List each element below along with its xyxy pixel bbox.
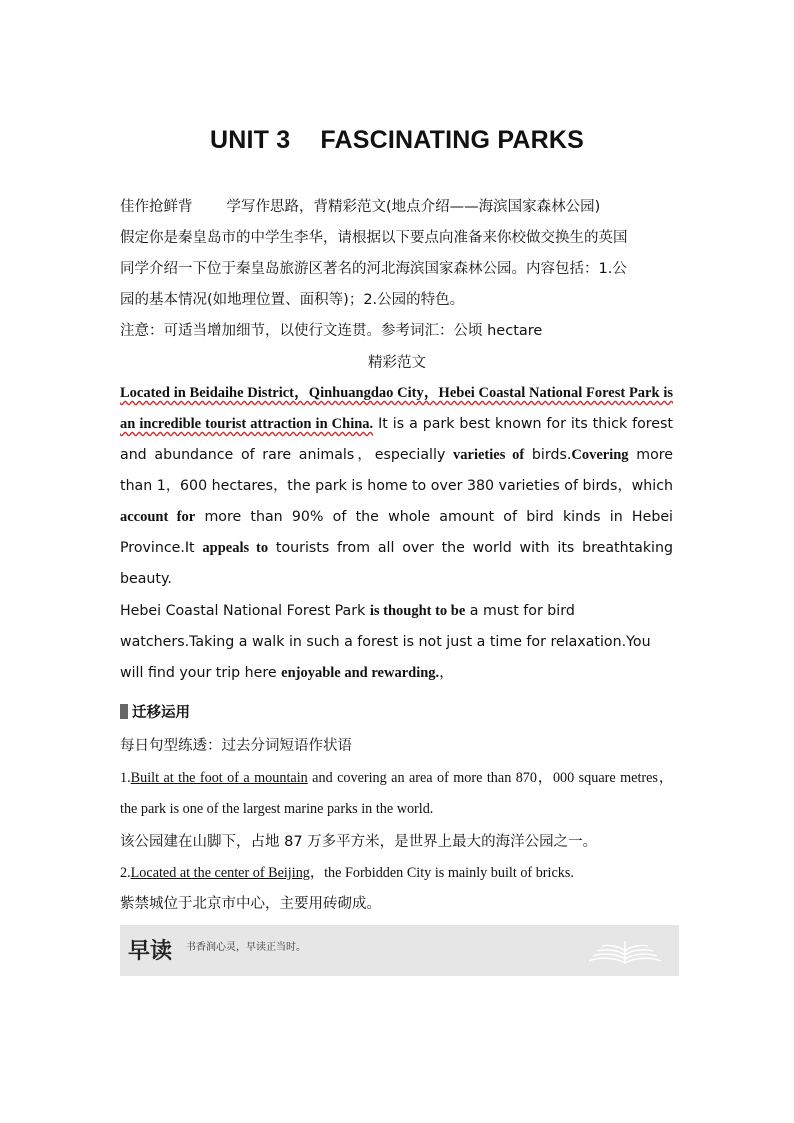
essay-heading: 精彩范文	[368, 355, 426, 371]
example-2-translation: 紫禁城位于北京市中心，主要用砖砌成。	[120, 896, 381, 912]
section-label: 佳作抢鲜背	[120, 199, 193, 215]
model-essay: Located in Beidaihe District，Qinhuangdao City，Hebei Coastal National Forest Park is an incredible tourist attraction in China. It is a park best known for its thick forest and abundance of rare animals，especially varieties of birds.Covering more than 1，600 hectares，the park is home to over 380 varieties of birds，which account for more than 90% of the whole amount of bird kinds in Hebei Province.It appeals to tourists from all over the world with its breathtaking beauty.	[120, 385, 673, 587]
key-phrase: account for	[120, 509, 196, 525]
practice-subtitle: 每日句型练透：过去分词短语作状语	[120, 738, 352, 754]
underlined-phrase: Located at the center of Beijing	[130, 865, 310, 881]
task-description: 假定你是秦皇岛市的中学生李华，请根据以下要点向准备来你校做交换生的英国 同学介绍一下位于秦皇岛旅游区著名的河北海滨国家森林公园。内容包括：1.公 园的基本情况(如地理位置、面积等)；2.公园的特色。 注意：可适当增加细节，以使行文连贯。参考词汇：公顷 hectare	[120, 223, 680, 347]
banner-title: 早读	[128, 938, 173, 964]
morning-reading-banner	[120, 925, 679, 976]
unit-name: FASCINATING PARKS	[320, 126, 584, 154]
example-2: 2.Located at the center of Beijing，the Forbidden City is mainly built of bricks.	[120, 865, 574, 881]
key-phrase: Covering	[571, 447, 629, 463]
practice-section-title: 迁移运用	[120, 698, 674, 729]
example-1-translation: 该公园建在山脚下，占地 87 万多平方米，是世界上最大的海洋公园之一。	[120, 834, 598, 850]
section-heading: 学写作思路，背精彩范文(地点介绍——海滨国家森林公园)	[226, 199, 601, 215]
banner-slogan: 书香润心灵，早读正当时。	[186, 942, 306, 953]
page-title	[0, 126, 794, 155]
key-phrase: enjoyable and rewarding.	[281, 665, 440, 681]
key-phrase: is thought to be	[369, 603, 466, 619]
task-note: 注意：可适当增加细节，以使行文连贯。参考词汇：公顷 hectare	[120, 323, 543, 339]
model-essay-paragraph-2: Hebei Coastal National Forest Park is thought to be a must for bird watchers.Taking a walk in such a forest is not just a time for relaxation.You will find your trip here enjoyable and rewarding.，	[120, 603, 651, 681]
underlined-phrase: Built at the foot of a mountain	[130, 770, 308, 786]
example-1: 1.Built at the foot of a mountain and covering an area of more than 870，000 square metres，the park is one of the largest marine parks in the world.	[120, 770, 674, 817]
key-phrase: appeals to	[202, 540, 269, 556]
intro-heading-line	[120, 192, 674, 223]
open-book-icon	[585, 933, 665, 967]
essay-opening-sentence: Located in Beidaihe District，Qinhuangdao City，Hebei Coastal National Forest Park is an incredible tourist attraction in China.	[120, 385, 673, 432]
unit-number: UNIT 3	[210, 126, 291, 154]
section-marker-icon	[120, 704, 128, 719]
key-phrase: varieties of	[453, 447, 525, 463]
